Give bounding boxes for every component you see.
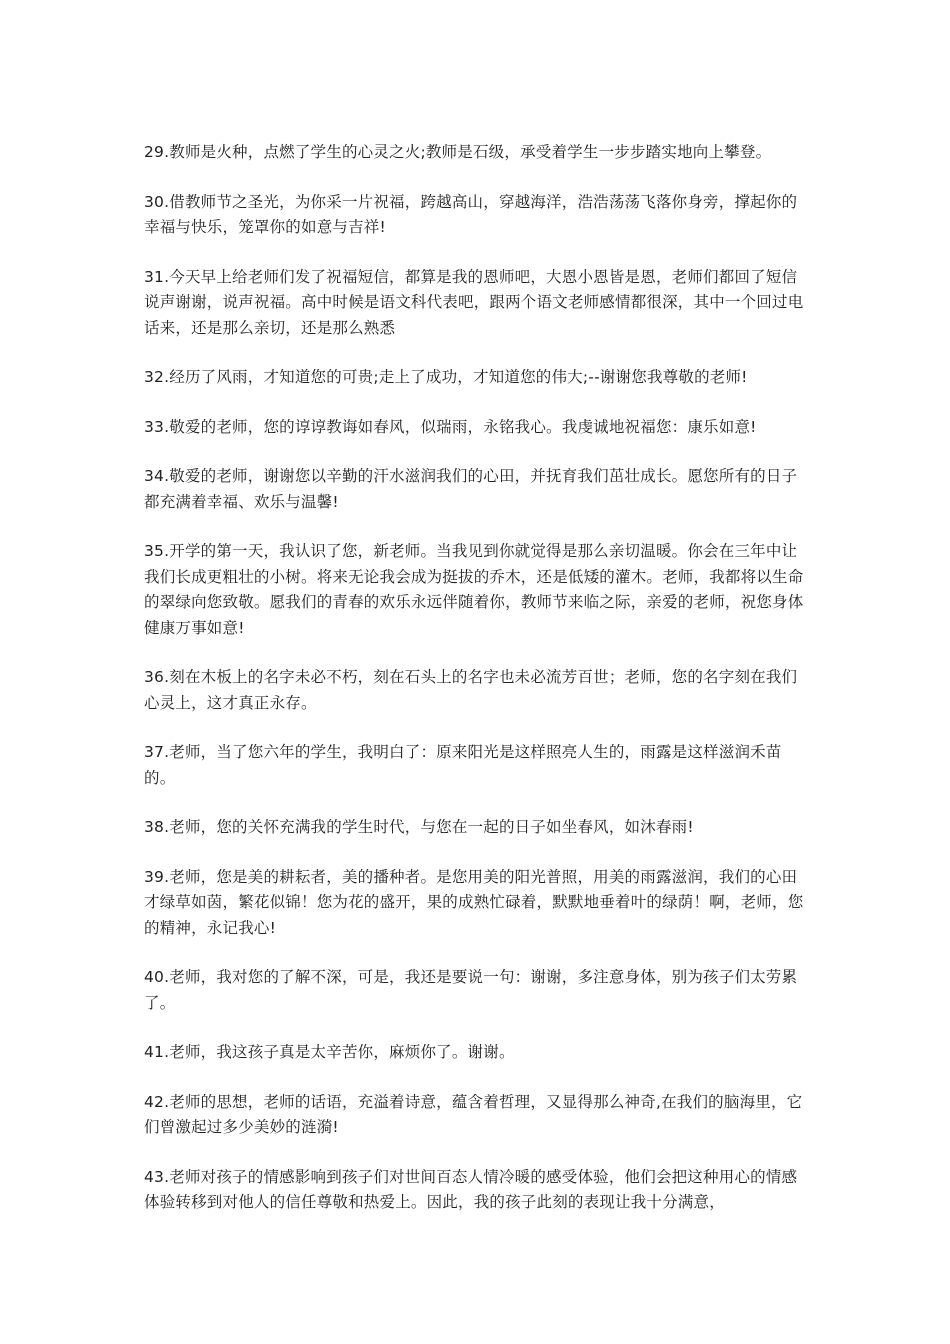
paragraph-35: 35.开学的第一天，我认识了您，新老师。当我见到你就觉得是那么亲切温暖。你会在三年中让我们长成更粗壮的小树。将来无论我会成为挺拔的乔木，还是低矮的灌木。老师，我都将以生命的翠绿向您致敬。愿我们的青春的欢乐永远伴随着你，教师节来临之际，亲爱的老师，祝您身体健康万事如意! — [144, 542, 804, 637]
paragraph-32: 32.经历了风雨，才知道您的可贵;走上了成功，才知道您的伟大;--谢谢您我尊敬的老师! — [144, 368, 748, 386]
paragraph-29: 29.教师是火种，点燃了学生的心灵之火;教师是石级，承受着学生一步步踏实地向上攀登。 — [144, 143, 772, 161]
document-body — [144, 140, 808, 1240]
paragraph-34: 34.敬爱的老师，谢谢您以辛勤的汗水滋润我们的心田，并抚育我们茁壮成长。愿您所有的日子都充满着幸福、欢乐与温馨! — [144, 467, 798, 511]
paragraph-31: 31.今天早上给老师们发了祝福短信，都算是我的恩师吧，大恩小恩皆是恩，老师们都回了短信说声谢谢，说声祝福。高中时候是语文科代表吧，跟两个语文老师感情都很深，其中一个回过电话来，还是那么亲切，还是那么熟悉 — [144, 267, 804, 337]
paragraph-41: 41.老师，我这孩子真是太辛苦你，麻烦你了。谢谢。 — [144, 1043, 515, 1061]
paragraph-36: 36.刻在木板上的名字未必不朽，刻在石头上的名字也未必流芳百世；老师，您的名字刻在我们心灵上，这才真正永存。 — [144, 668, 798, 712]
paragraph-30: 30.借教师节之圣光，为你采一片祝福，跨越高山，穿越海洋，浩浩荡荡飞落你身旁，撑起你的幸福与快乐，笼罩你的如意与吉祥! — [144, 192, 798, 236]
paragraph-38: 38.老师，您的关怀充满我的学生时代，与您在一起的日子如坐春风，如沐春雨! — [144, 818, 694, 836]
paragraph-39: 39.老师，您是美的耕耘者，美的播种者。是您用美的阳光普照，用美的雨露滋润，我们的心田才绿草如茵，繁花似锦！您为花的盛开，果的成熟忙碌着，默默地垂着叶的绿荫！啊，老师，您的精神，永记我心! — [144, 867, 804, 937]
paragraph-37: 37.老师，当了您六年的学生，我明白了：原来阳光是这样照亮人生的，雨露是这样滋润禾苗的。 — [144, 743, 782, 787]
paragraph-33: 33.敬爱的老师，您的谆谆教诲如春风，似瑞雨，永铭我心。我虔诚地祝福您：康乐如意! — [144, 417, 757, 436]
paragraph-42: 42.老师的思想，老师的话语，充溢着诗意，蕴含着哲理，又显得那么神奇,在我们的脑海里，它们曾激起过多少美妙的涟漪! — [144, 1092, 803, 1136]
paragraph-43: 43.老师对孩子的情感影响到孩子们对世间百态人情冷暖的感受体验，他们会把这种用心的情感体验转移到对他人的信任尊敬和热爱上。因此，我的孩子此刻的表现让我十分满意， — [144, 1167, 798, 1211]
paragraph-40: 40.老师，我对您的了解不深，可是，我还是要说一句：谢谢，多注意身体，别为孩子们太劳累了。 — [144, 968, 798, 1012]
